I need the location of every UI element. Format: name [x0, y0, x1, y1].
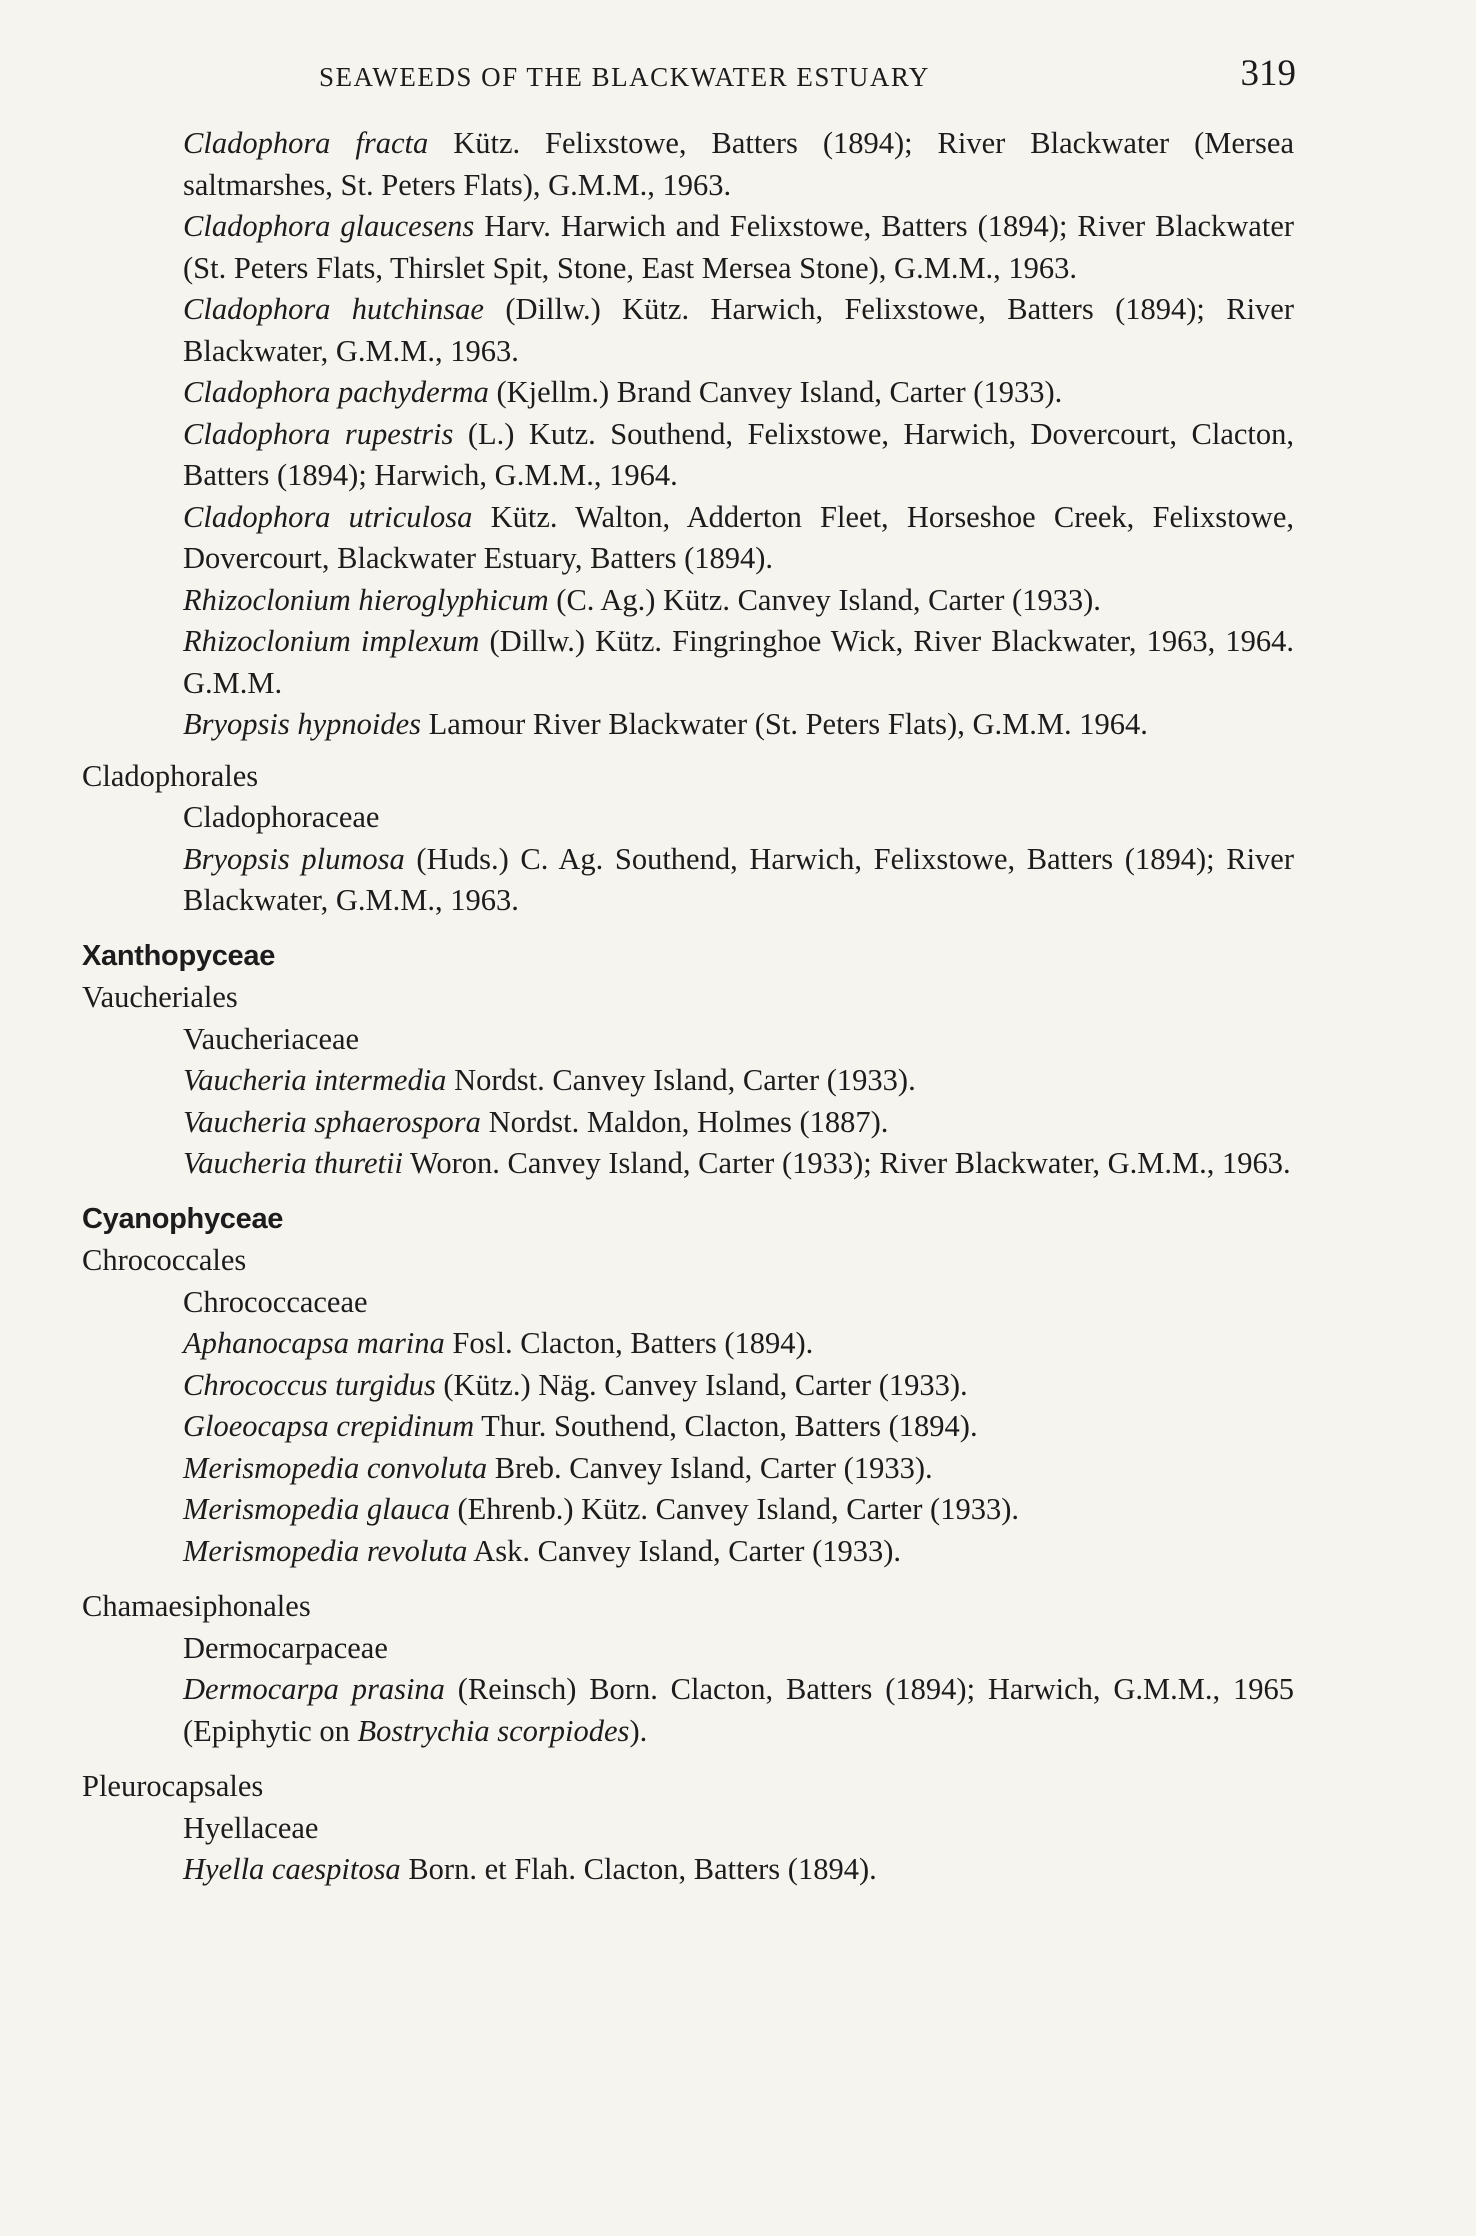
class-heading: Xanthopyceae — [82, 939, 276, 972]
family-heading: Dermocarpaceae — [183, 1630, 388, 1665]
species-details: Kütz. Walton, Adderton Fleet, Horseshoe Creek, Felixstowe, Dovercourt, Blackwater Estuary, Batters (1894). — [183, 499, 1294, 575]
species-details-end: ). — [629, 1713, 648, 1748]
species-entry — [183, 580, 1294, 622]
species-entry — [183, 1102, 1294, 1144]
species-entry — [183, 839, 1294, 922]
species-name: Merismopedia convoluta — [183, 1450, 488, 1485]
species-details: Fosl. Clacton, Batters (1894). — [444, 1326, 814, 1360]
order-heading: Cladophorales — [82, 758, 259, 793]
family-heading: Hyellaceae — [183, 1810, 319, 1845]
family-heading: Vaucheriaceae — [183, 1021, 360, 1056]
species-name: Cladophora rupestris — [183, 416, 454, 451]
species-details: Woron. Canvey Island, Carter (1933); River Blackwater, G.M.M., 1963. — [402, 1146, 1291, 1180]
species-name: Rhizoclonium implexum — [183, 624, 480, 658]
species-details: (Reinsch) Born. Clacton, Batters (1894); Harwich, G.M.M., 1965 (Epiphytic on — [183, 1672, 1294, 1748]
family-heading: Cladophoraceae — [183, 800, 380, 834]
species-details: (Dillw.) Kütz. Fingringhoe Wick, River Blackwater, 1963, 1964. G.M.M. — [183, 624, 1295, 700]
species-details: Kütz. Felixstowe, Batters (1894); River Blackwater (Mersea saltmarshes, St. Peters Flats), G.M.M., 1963. — [183, 126, 1295, 202]
order-heading: Chrococcales — [82, 1243, 247, 1277]
species-details: (Huds.) C. Ag. Southend, Harwich, Felixstowe, Batters (1894); River Blackwater, G.M.M., 1963. — [183, 841, 1294, 917]
species-name: Vaucheria sphaerospora — [183, 1104, 481, 1139]
running-title: SEAWEEDS OF THE BLACKWATER ESTUARY — [319, 62, 930, 92]
species-entry — [183, 1531, 1294, 1573]
species-details: Ask. Canvey Island, Carter (1933). — [467, 1533, 902, 1568]
species-name: Bryopsis hypnoides — [183, 707, 422, 741]
species-entry — [183, 1669, 1294, 1752]
page-number: 319 — [1240, 53, 1296, 94]
host-species-name: Bostrychia scorpiodes — [357, 1713, 630, 1748]
species-entry — [183, 414, 1294, 497]
species-details: (C. Ag.) Kütz. Canvey Island, Carter (1933). — [548, 582, 1101, 617]
species-entry — [183, 1406, 1294, 1448]
species-entry — [183, 1489, 1294, 1531]
species-details: (Dillw.) Kütz. Harwich, Felixstowe, Batters (1894); River Blackwater, G.M.M., 1963. — [183, 292, 1294, 368]
species-entry — [183, 1849, 1294, 1891]
species-details: Nordst. Canvey Island, Carter (1933). — [446, 1063, 916, 1097]
species-name: Vaucheria intermedia — [183, 1063, 447, 1097]
species-entry — [183, 704, 1294, 746]
order-heading: Vaucheriales — [82, 980, 238, 1014]
species-entry — [183, 621, 1294, 704]
species-entry — [183, 123, 1294, 206]
species-name: Vaucheria thuretii — [183, 1146, 403, 1180]
species-details: Harv. Harwich and Felixstowe, Batters (1894); River Blackwater (St. Peters Flats, Thirslet Spit, Stone, East Mersea Stone), G.M.M., 1963. — [183, 209, 1295, 285]
family-heading: Chrococcaceae — [183, 1284, 368, 1319]
species-entry — [183, 289, 1294, 372]
species-name: Dermocarpa prasina — [183, 1672, 445, 1706]
species-name: Cladophora fracta — [183, 126, 429, 160]
species-details: Born. et Flah. Clacton, Batters (1894). — [400, 1852, 877, 1886]
species-details: Lamour River Blackwater (St. Peters Flats), G.M.M. 1964. — [421, 707, 1148, 741]
species-name: Bryopsis plumosa — [183, 841, 405, 876]
species-details: Thur. Southend, Clacton, Batters (1894). — [474, 1409, 978, 1443]
order-heading: Chamaesiphonales — [82, 1589, 311, 1623]
species-details: Breb. Canvey Island, Carter (1933). — [487, 1450, 933, 1485]
species-details: (Kütz.) Näg. Canvey Island, Carter (1933). — [435, 1367, 968, 1402]
species-entry — [183, 1365, 1294, 1407]
class-heading: Cyanophyceae — [82, 1202, 284, 1235]
species-entry — [183, 497, 1294, 580]
species-name: Merismopedia revoluta — [183, 1533, 468, 1568]
species-name: Rhizoclonium hieroglyphicum — [183, 582, 549, 617]
species-entry — [183, 1143, 1294, 1185]
species-name: Cladophora utriculosa — [183, 499, 473, 534]
species-details: Nordst. Maldon, Holmes (1887). — [480, 1104, 889, 1139]
species-name: Chrococcus turgidus — [183, 1367, 436, 1402]
species-entry — [183, 1323, 1294, 1365]
species-name: Cladophora glaucesens — [183, 209, 475, 243]
species-name: Aphanocapsa marina — [183, 1326, 445, 1360]
species-entry — [183, 372, 1294, 414]
species-entry — [183, 1448, 1294, 1490]
species-name: Cladophora hutchinsae — [183, 292, 484, 326]
species-entry — [183, 206, 1294, 289]
species-name: Gloeocapsa crepidinum — [183, 1409, 475, 1443]
species-name: Hyella caespitosa — [183, 1852, 401, 1886]
page-body — [82, 123, 1294, 1891]
species-name: Merismopedia glauca — [183, 1492, 450, 1526]
species-name: Cladophora pachyderma — [183, 375, 489, 409]
species-details: (Kjellm.) Brand Canvey Island, Carter (1933). — [488, 375, 1063, 409]
species-details: (L.) Kutz. Southend, Felixstowe, Harwich, Dovercourt, Clacton, Batters (1894); Harwich, G.M.M., 1964. — [183, 416, 1294, 492]
species-entry — [183, 1060, 1294, 1102]
order-heading: Pleurocapsales — [82, 1769, 264, 1803]
page-header — [82, 52, 1296, 102]
species-details: (Ehrenb.) Kütz. Canvey Island, Carter (1933). — [449, 1492, 1019, 1526]
